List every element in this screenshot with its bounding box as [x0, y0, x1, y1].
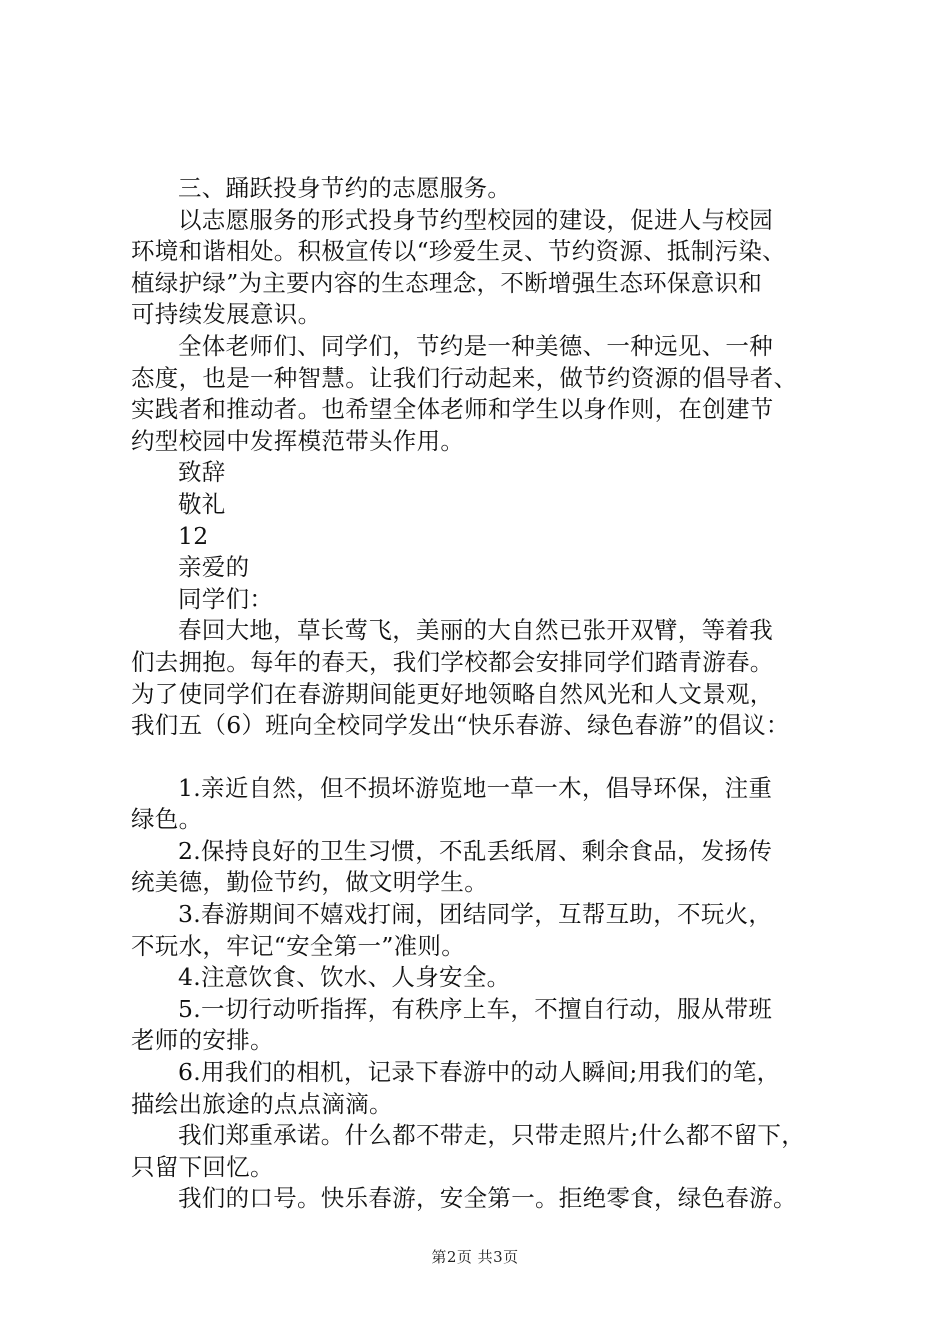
list-item-continued: 统美德，勤俭节约，做文明学生。 [131, 868, 488, 897]
blank-line [131, 742, 841, 773]
salutation-line: 同学们： [178, 584, 274, 613]
page-footer: 第2页 共3页 [431, 1248, 519, 1266]
paragraph-line: 我们郑重承诺。什么都不带走，只带走照片;什么都不留下， [178, 1121, 806, 1150]
paragraph-line: 们去拥抱。每年的春天，我们学校都会安排同学们踏青游春。 [131, 647, 774, 676]
salutation-line: 亲爱的 [178, 553, 250, 582]
number-line: 12 [178, 521, 209, 550]
list-item: 2.保持良好的卫生习惯，不乱丢纸屑、剩余食品，发扬传 [178, 836, 773, 865]
document-body [131, 173, 841, 1215]
list-item: 5.一切行动听指挥，有秩序上车，不擅自行动，服从带班 [178, 994, 773, 1023]
list-item-continued: 绿色。 [131, 805, 203, 834]
paragraph-line: 约型校园中发挥模范带头作用。 [131, 426, 465, 455]
closing-line: 致辞 [178, 458, 226, 487]
paragraph-line: 只留下回忆。 [131, 1152, 274, 1181]
paragraph-line: 态度，也是一种智慧。让我们行动起来，做节约资源的倡导者、 [131, 363, 798, 392]
paragraph-line: 我们的口号。快乐春游，安全第一。拒绝零食，绿色春游。 [178, 1184, 797, 1213]
paragraph-line: 环境和谐相处。积极宣传以“珍爱生灵、节约资源、抵制污染、 [131, 237, 786, 266]
list-item-continued: 不玩水，牢记“安全第一”准则。 [131, 931, 466, 960]
paragraph-line: 为了使同学们在春游期间能更好地领略自然风光和人文景观， [131, 679, 774, 708]
closing-line: 敬礼 [178, 489, 226, 518]
paragraph-line: 实践者和推动者。也希望全体老师和学生以身作则，在创建节 [131, 395, 774, 424]
list-item: 6.用我们的相机，记录下春游中的动人瞬间;用我们的笔， [178, 1058, 781, 1087]
list-item: 1.亲近自然，但不损坏游览地一草一木，倡导环保，注重 [178, 773, 773, 802]
list-item: 3.春游期间不嬉戏打闹，团结同学，互帮互助，不玩火， [178, 900, 773, 929]
paragraph-line: 植绿护绿”为主要内容的生态理念，不断增强生态环保意识和 [131, 268, 763, 297]
paragraph-line: 可持续发展意识。 [131, 300, 322, 329]
list-item-continued: 描绘出旅途的点点滴滴。 [131, 1089, 393, 1118]
list-item: 4.注意饮食、饮水、人身安全。 [178, 963, 511, 992]
paragraph-line: 春回大地，草长莺飞，美丽的大自然已张开双臂，等着我 [178, 616, 773, 645]
list-item-continued: 老师的安排。 [131, 1026, 274, 1055]
paragraph-line: 以志愿服务的形式投身节约型校园的建设，促进人与校园 [178, 205, 773, 234]
paragraph-line: 我们五（6）班向全校同学发出“快乐春游、绿色春游”的倡议： [131, 711, 790, 740]
section-heading: 三、踊跃投身节约的志愿服务。 [178, 174, 512, 202]
paragraph-line: 全体老师们、同学们，节约是一种美德、一种远见、一种 [178, 331, 773, 360]
